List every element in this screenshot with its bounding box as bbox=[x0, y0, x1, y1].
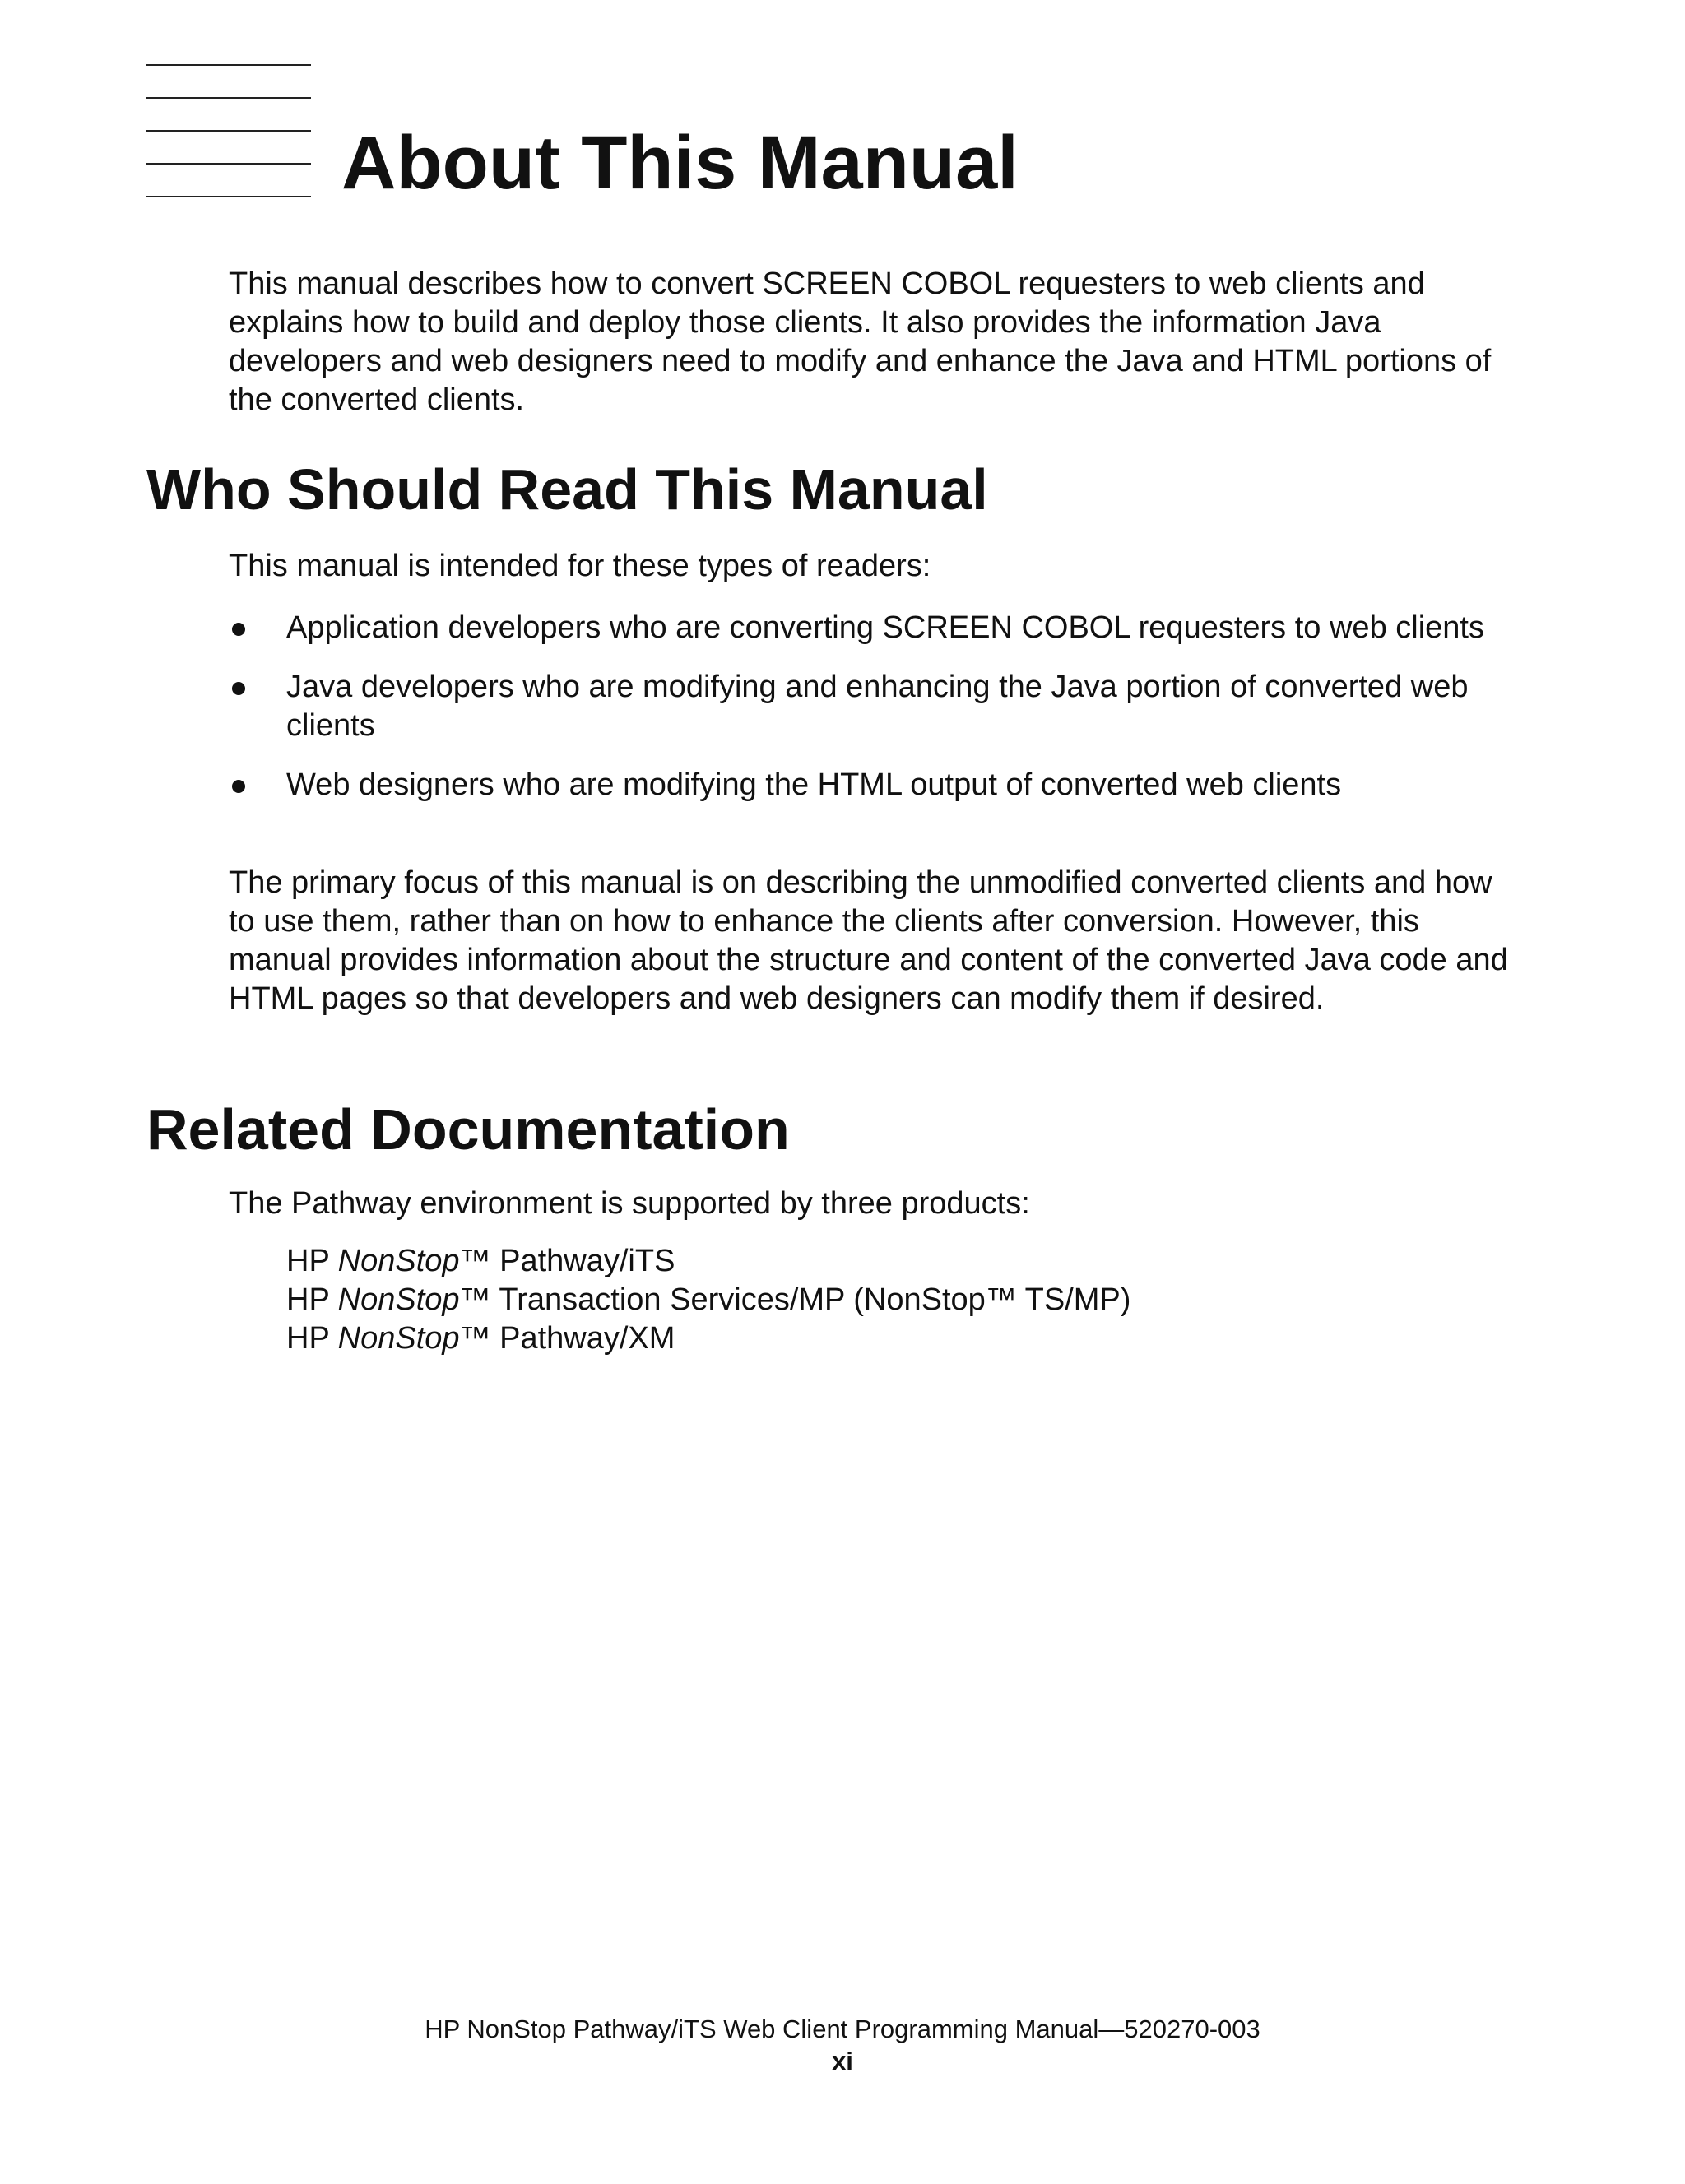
footer-manual-title: HP NonStop Pathway/iTS Web Client Programming Manual—520270-003 bbox=[425, 2015, 1260, 2043]
product-name: Pathway/iTS bbox=[490, 1244, 675, 1278]
footer-page-number: xi bbox=[832, 2047, 853, 2075]
page-footer bbox=[0, 2013, 1685, 2077]
chapter-rule bbox=[146, 64, 311, 66]
list-item-text: Application developers who are converting SCREEN COBOL requesters to web clients bbox=[286, 610, 1484, 645]
section-heading-who-should-read: Who Should Read This Manual bbox=[146, 457, 988, 522]
chapter-rule bbox=[146, 163, 311, 165]
readers-intro-paragraph: This manual is intended for these types of readers: bbox=[229, 549, 931, 583]
list-item-text: Web designers who are modifying the HTML output of converted web clients bbox=[286, 767, 1342, 802]
product-name: Transaction Services/MP (NonStop™ TS/MP) bbox=[490, 1282, 1131, 1317]
product-name: Pathway/XM bbox=[490, 1321, 675, 1356]
list-item bbox=[229, 766, 1512, 805]
product-prefix: HP bbox=[286, 1244, 338, 1278]
chapter-rule bbox=[146, 130, 311, 132]
product-prefix: HP bbox=[286, 1282, 338, 1317]
bullet-icon bbox=[232, 682, 245, 695]
product-list bbox=[286, 1242, 1130, 1358]
product-brand: NonStop™ bbox=[337, 1244, 491, 1278]
list-item bbox=[229, 609, 1512, 647]
chapter-rule bbox=[146, 196, 311, 197]
product-brand: NonStop™ bbox=[337, 1321, 491, 1356]
section-heading-related-documentation: Related Documentation bbox=[146, 1097, 790, 1162]
list-item-text: Java developers who are modifying and enhancing the Java portion of converted web clients bbox=[286, 670, 1469, 743]
chapter-title: About This Manual bbox=[341, 121, 1019, 205]
bullet-icon bbox=[232, 780, 245, 793]
pathway-intro-paragraph: The Pathway environment is supported by three products: bbox=[229, 1186, 1030, 1221]
chapter-intro-paragraph: This manual describes how to convert SCREEN COBOL requesters to web clients and explains how to build and deploy those clients. It also provides the information Java developers and web designers need to modify and enhance the Java and HTML portions of the converted clients. bbox=[229, 267, 1492, 417]
reader-types-list bbox=[229, 609, 1512, 825]
product-item bbox=[286, 1242, 1130, 1281]
bullet-icon bbox=[232, 623, 245, 636]
focus-paragraph: The primary focus of this manual is on describing the unmodified converted clients and how to use them, rather than on how to enhance the clients after conversion. However, this manual provides information about the structure and content of the converted Java code and HTML pages so that developers and web designers can modify them if desired. bbox=[229, 865, 1508, 1016]
product-brand: NonStop™ bbox=[337, 1282, 491, 1317]
list-item bbox=[229, 668, 1512, 745]
product-prefix: HP bbox=[286, 1321, 338, 1356]
chapter-rule bbox=[146, 97, 311, 99]
product-item bbox=[286, 1281, 1130, 1319]
product-item bbox=[286, 1319, 1130, 1358]
